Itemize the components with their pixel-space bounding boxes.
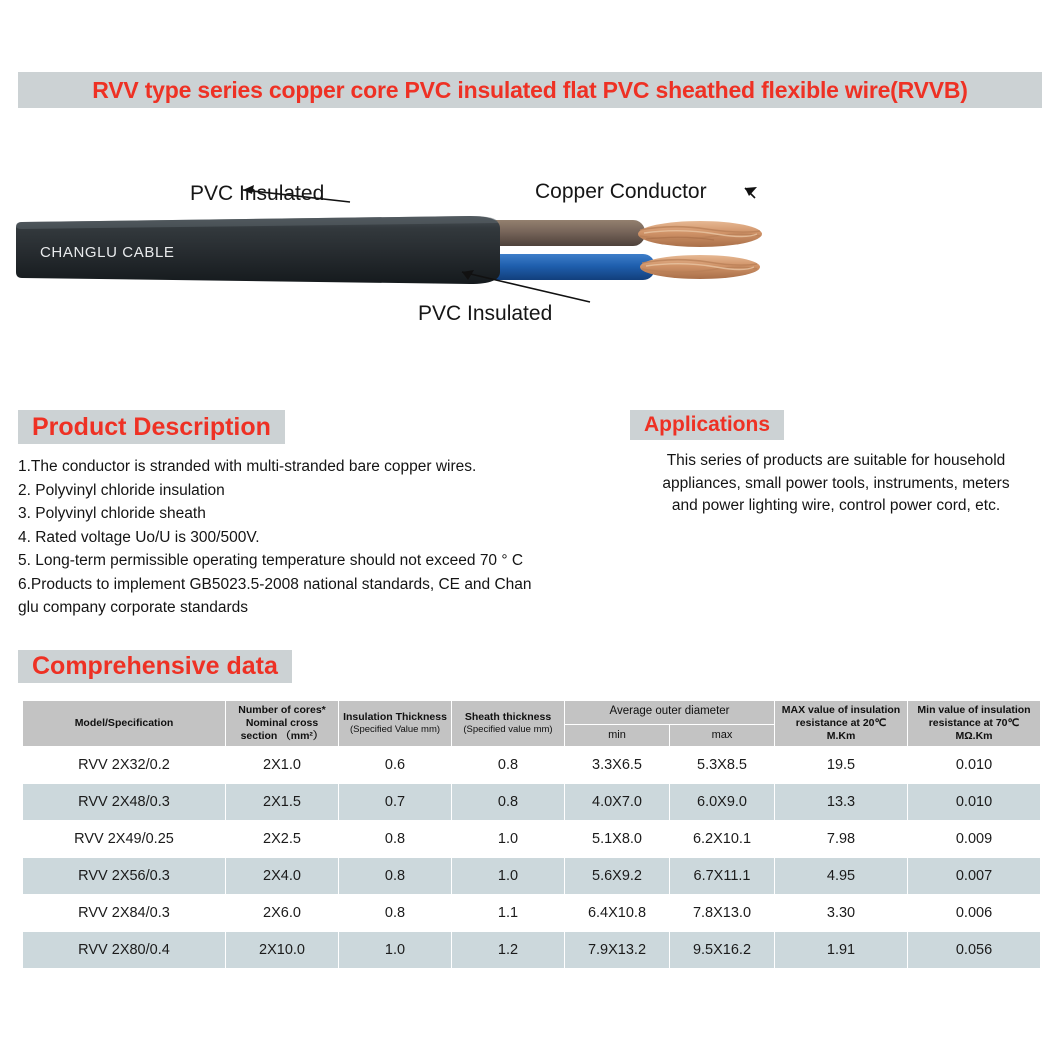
label-pvc-insulated-bottom: PVC Insulated [418, 302, 553, 325]
cell-truncated [339, 969, 452, 978]
cell-diameter-min: 6.4X10.8 [565, 895, 670, 932]
cell-insulation: 0.7 [339, 784, 452, 821]
table-row-truncated [23, 969, 1041, 978]
cell-insulation: 1.0 [339, 932, 452, 969]
col-header-model: Model/Specification [23, 701, 226, 747]
cell-model: RVV 2X84/0.3 [23, 895, 226, 932]
cell-diameter-max: 7.8X13.0 [670, 895, 775, 932]
cell-sheath: 1.2 [452, 932, 565, 969]
cell-model: RVV 2X80/0.4 [23, 932, 226, 969]
cell-max-resistance: 1.91 [775, 932, 908, 969]
table-header [23, 701, 1041, 747]
applications-line: This series of products are suitable for household [666, 452, 1006, 469]
cell-insulation: 0.8 [339, 895, 452, 932]
col-header-max-resistance [775, 701, 908, 747]
col-header-sheath-sub: (Specified value mm) [463, 724, 553, 735]
applications-line: and power lighting wire, control power cord, etc. [671, 497, 1001, 514]
cable-brand-text: CHANGLU CABLE [40, 244, 175, 261]
cell-cores: 2X1.5 [226, 784, 339, 821]
cell-model: RVV 2X49/0.25 [23, 821, 226, 858]
section-heading-applications [630, 410, 784, 440]
description-line: 4. Rated voltage Uo/U is 300/500V. [18, 528, 260, 546]
col-header-cores-line2: Nominal cross [245, 717, 319, 729]
copper-strands-top [638, 221, 762, 247]
table-row [23, 821, 1041, 858]
cell-min-resistance: 0.056 [908, 932, 1041, 969]
product-description-body [18, 455, 618, 620]
cell-model: RVV 2X48/0.3 [23, 784, 226, 821]
description-line: 2. Polyvinyl chloride insulation [18, 481, 225, 499]
cell-truncated [908, 969, 1041, 978]
applications-line: appliances, small power tools, instruments, meters [662, 474, 1010, 492]
cell-cores: 2X2.5 [226, 821, 339, 858]
description-line: glu company corporate standards [18, 599, 249, 616]
cell-min-resistance: 0.009 [908, 821, 1041, 858]
cell-max-resistance: 13.3 [775, 784, 908, 821]
cell-truncated [452, 969, 565, 978]
cell-max-resistance: 3.30 [775, 895, 908, 932]
cell-diameter-min: 5.6X9.2 [565, 858, 670, 895]
page-title-banner [18, 72, 1042, 108]
col-header-max-res-line2: resistance at 20℃ [795, 717, 887, 729]
label-pvc-insulated-top: PVC Insulated [190, 182, 325, 205]
cell-diameter-max: 6.2X10.1 [670, 821, 775, 858]
cell-sheath: 0.8 [452, 747, 565, 784]
page-title: RVV type series copper core PVC insulated flat PVC sheathed flexible wire(RVVB) [92, 76, 968, 103]
cable-sheath [16, 216, 500, 284]
col-header-min-res-line3: MΩ.Km [955, 730, 993, 742]
col-header-max-res-line1: MAX value of insulation [781, 704, 901, 716]
section-heading-text: Applications [644, 413, 771, 436]
description-line: 1.The conductor is stranded with multi-stranded bare copper wires. [18, 458, 477, 475]
cell-cores: 2X1.0 [226, 747, 339, 784]
specification-table [22, 700, 1041, 978]
col-header-max-res-line3: M.Km [826, 730, 856, 742]
col-header-diameter-max: max [670, 724, 775, 746]
cell-sheath: 1.0 [452, 858, 565, 895]
table-row [23, 784, 1041, 821]
col-header-insulation-sub: (Specified Value mm) [349, 724, 441, 735]
cell-diameter-max: 6.7X11.1 [670, 858, 775, 895]
section-heading-text: Product Description [32, 412, 271, 441]
cell-diameter-min: 4.0X7.0 [565, 784, 670, 821]
cell-min-resistance: 0.007 [908, 858, 1041, 895]
cell-cores: 2X6.0 [226, 895, 339, 932]
spec-table-container [22, 700, 1040, 978]
col-header-sheath-main: Sheath thickness [464, 711, 552, 723]
col-header-min-resistance [908, 701, 1041, 747]
col-header-cores [226, 701, 339, 747]
cell-max-resistance: 7.98 [775, 821, 908, 858]
cell-max-resistance: 19.5 [775, 747, 908, 784]
cell-model: RVV 2X32/0.2 [23, 747, 226, 784]
description-line: 3. Polyvinyl chloride sheath [18, 505, 206, 522]
section-heading-comprehensive-data [18, 650, 292, 683]
table-header-row-1 [23, 701, 1041, 725]
section-heading-product-description [18, 410, 285, 444]
cell-max-resistance: 4.95 [775, 858, 908, 895]
cell-diameter-min: 5.1X8.0 [565, 821, 670, 858]
col-header-cores-line1: Number of cores* [238, 704, 326, 716]
cell-sheath: 0.8 [452, 784, 565, 821]
cell-insulation: 0.6 [339, 747, 452, 784]
cell-diameter-max: 5.3X8.5 [670, 747, 775, 784]
cell-truncated [670, 969, 775, 978]
description-line: 6.Products to implement GB5023.5-2008 national standards, CE and Chan [18, 575, 532, 593]
table-row [23, 895, 1041, 932]
col-header-insulation-main: Insulation Thickness [343, 711, 447, 723]
col-header-insulation-thickness [339, 701, 452, 747]
cell-cores: 2X10.0 [226, 932, 339, 969]
cell-sheath: 1.1 [452, 895, 565, 932]
cell-min-resistance: 0.010 [908, 747, 1041, 784]
cell-insulation: 0.8 [339, 858, 452, 895]
col-header-sheath-thickness [452, 701, 565, 747]
cell-truncated [775, 969, 908, 978]
cell-model: RVV 2X56/0.3 [23, 858, 226, 895]
cell-cores: 2X4.0 [226, 858, 339, 895]
col-header-average-outer-diameter: Average outer diameter [565, 701, 775, 725]
cell-diameter-min: 3.3X6.5 [565, 747, 670, 784]
applications-body [630, 450, 1042, 518]
cell-diameter-max: 6.0X9.0 [670, 784, 775, 821]
col-header-diameter-min: min [565, 724, 670, 746]
table-row [23, 747, 1041, 784]
col-header-min-res-line1: Min value of insulation [917, 704, 1031, 716]
cable-illustration [0, 150, 1060, 350]
table-row [23, 858, 1041, 895]
copper-strands-bottom [640, 255, 760, 279]
cell-truncated [226, 969, 339, 978]
cell-sheath: 1.0 [452, 821, 565, 858]
cell-min-resistance: 0.006 [908, 895, 1041, 932]
description-line: 5. Long-term permissible operating temperature should not exceed 70 ° C [18, 552, 524, 569]
section-heading-text: Comprehensive data [32, 652, 278, 680]
cell-truncated [565, 969, 670, 978]
cell-diameter-min: 7.9X13.2 [565, 932, 670, 969]
cell-diameter-max: 9.5X16.2 [670, 932, 775, 969]
table-row [23, 932, 1041, 969]
cell-truncated [23, 969, 226, 978]
cell-min-resistance: 0.010 [908, 784, 1041, 821]
cell-insulation: 0.8 [339, 821, 452, 858]
col-header-min-res-line2: resistance at 70℃ [928, 717, 1020, 729]
label-copper-conductor: Copper Conductor [535, 180, 707, 203]
table-body [23, 747, 1041, 978]
col-header-cores-line3: section （mm²） [240, 730, 324, 742]
